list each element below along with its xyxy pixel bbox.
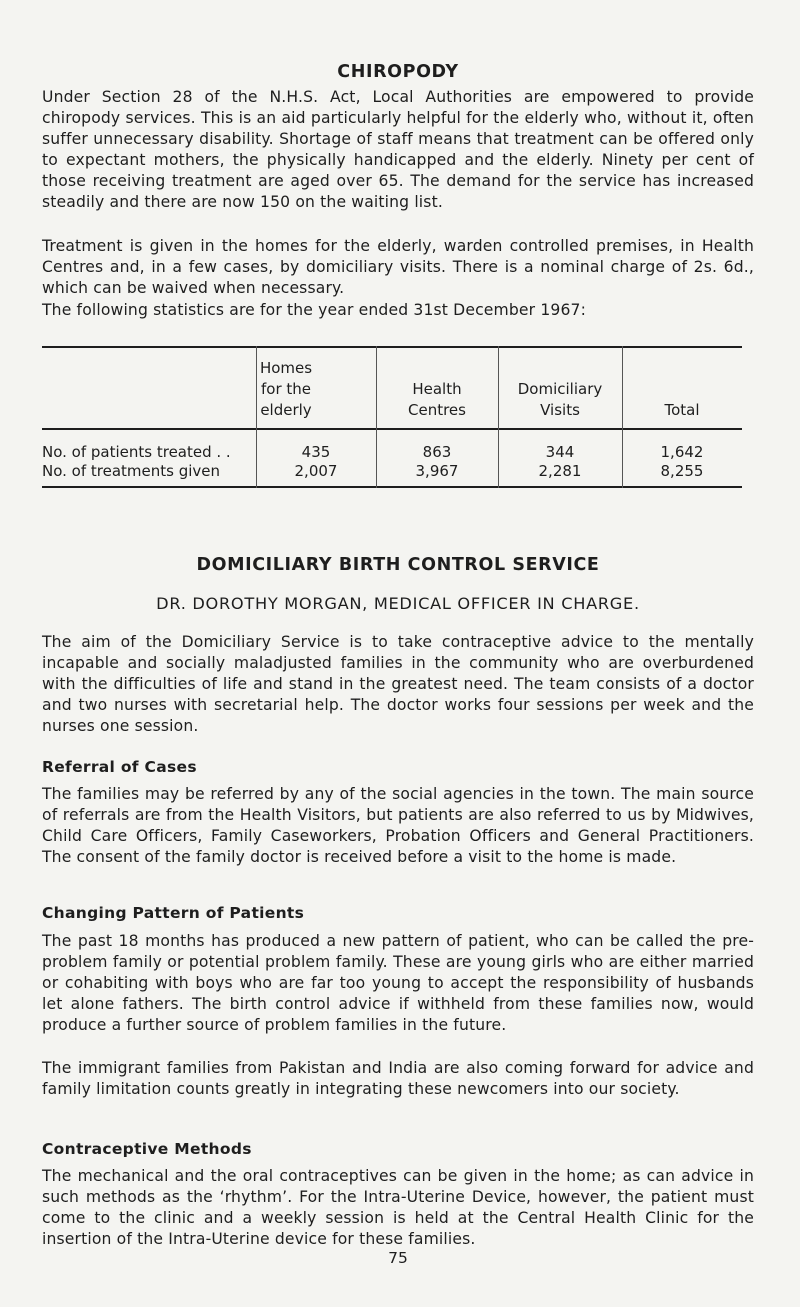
chiropody-paragraph-1: Under Section 28 of the N.H.S. Act, Local Authorities are empowered to provide chiropody services. This is an aid particularly helpful for the elderly who, without it, often suffer unnecessary disability. Shortage of staff means that treatment can be offered only to expectant mothers, the physically handicapped and the elderly. Ninety per cent of those receiving treatment are aged over 65. The demand for the service has increased steadily and there are now 150 on the waiting list.: [42, 88, 754, 211]
birth-control-title: DOMICILIARY BIRTH CONTROL SERVICE: [196, 555, 600, 575]
cell-treatments-health: 3,967: [415, 462, 459, 480]
cell-treatments-domiciliary: 2,281: [538, 462, 582, 480]
header-homes-line: Homes: [259, 359, 313, 377]
header-homes-line: for the: [260, 380, 311, 398]
referral-heading: Referral of Cases: [42, 758, 197, 776]
cell-patients-domiciliary: 344: [545, 443, 575, 461]
cell-treatments-total: 8,255: [660, 462, 704, 480]
header-total: Total: [664, 401, 700, 419]
referral-text: The families may be referred by any of the social agencies in the town. The main source of referrals are from the Health Visitors, but patients are also referred to us by Midwives, Child Care Officers, Family Caseworkers, Probation Officers and General Practitioners. The consent of the family doctor is received before a visit to the home is made.: [42, 785, 754, 866]
cell-patients-total: 1,642: [660, 443, 704, 461]
header-health-line: Health: [412, 380, 462, 398]
header-health-line: Centres: [408, 401, 466, 419]
pattern-heading: Changing Pattern of Patients: [42, 904, 305, 922]
header-health-centres: [376, 379, 498, 421]
row-label-treatments: No. of treatments given: [42, 462, 221, 480]
pattern-text-2: The immigrant families from Pakistan and India are also coming forward for advice and family limitation counts greatly in integrating these newcomers into our society.: [42, 1059, 754, 1098]
methods-heading: Contraceptive Methods: [42, 1140, 252, 1158]
chiropody-paragraph-3: The following statistics are for the year ended 31st December 1967:: [42, 301, 587, 319]
methods-text: The mechanical and the oral contraceptives can be given in the home; as can advice in such methods as the ‘rhythm’. For the Intra-Uterine Device, however, the patient must come to the clinic and a weekly session is held at the Central Health Clinic for the insertion of the Intra-Uterine device for these families.: [42, 1167, 754, 1248]
chiropody-statistics-table: [42, 346, 742, 488]
chiropody-paragraph-2: Treatment is given in the homes for the elderly, warden controlled premises, in Health Centres and, in a few cases, by domiciliary visits. There is a nominal charge of 2s. 6d., which can be waived when necessary.: [42, 237, 754, 297]
pattern-text-1: The past 18 months has produced a new pattern of patient, who can be called the pre-problem family or potential problem family. These are young girls who are either married or cohabiting with boys who are far too young to accept the responsibility of husbands let alone fathers. The birth control advice if withheld from these families now, would produce a further source of problem families in the future.: [42, 932, 754, 1034]
table-bottom-rule: [42, 486, 742, 488]
header-homes: [256, 358, 316, 421]
header-domiciliary-line: Domiciliary: [517, 380, 603, 398]
header-homes-line: elderly: [260, 401, 312, 419]
row-label-patients: No. of patients treated . .: [42, 443, 231, 461]
cell-treatments-homes: 2,007: [294, 462, 338, 480]
header-domiciliary-visits: [498, 379, 622, 421]
officer-in-charge: DR. DOROTHY MORGAN, MEDICAL OFFICER IN CHARGE.: [156, 594, 640, 613]
header-domiciliary-line: Visits: [540, 401, 580, 419]
chiropody-title: CHIROPODY: [337, 62, 459, 82]
cell-patients-homes: 435: [301, 443, 331, 461]
birth-control-intro: The aim of the Domiciliary Service is to take contraceptive advice to the mentally incapable and socially maladjusted families in the community who are overburdened with the difficulties of life and stand in the greatest need. The team consists of a doctor and two nurses with secretarial help. The doctor works four sessions per week and the nurses one session.: [42, 633, 754, 735]
cell-patients-health: 863: [422, 443, 452, 461]
table-header-rule: [42, 428, 742, 430]
page-number: 75: [388, 1249, 408, 1267]
table-top-rule: [42, 346, 742, 348]
